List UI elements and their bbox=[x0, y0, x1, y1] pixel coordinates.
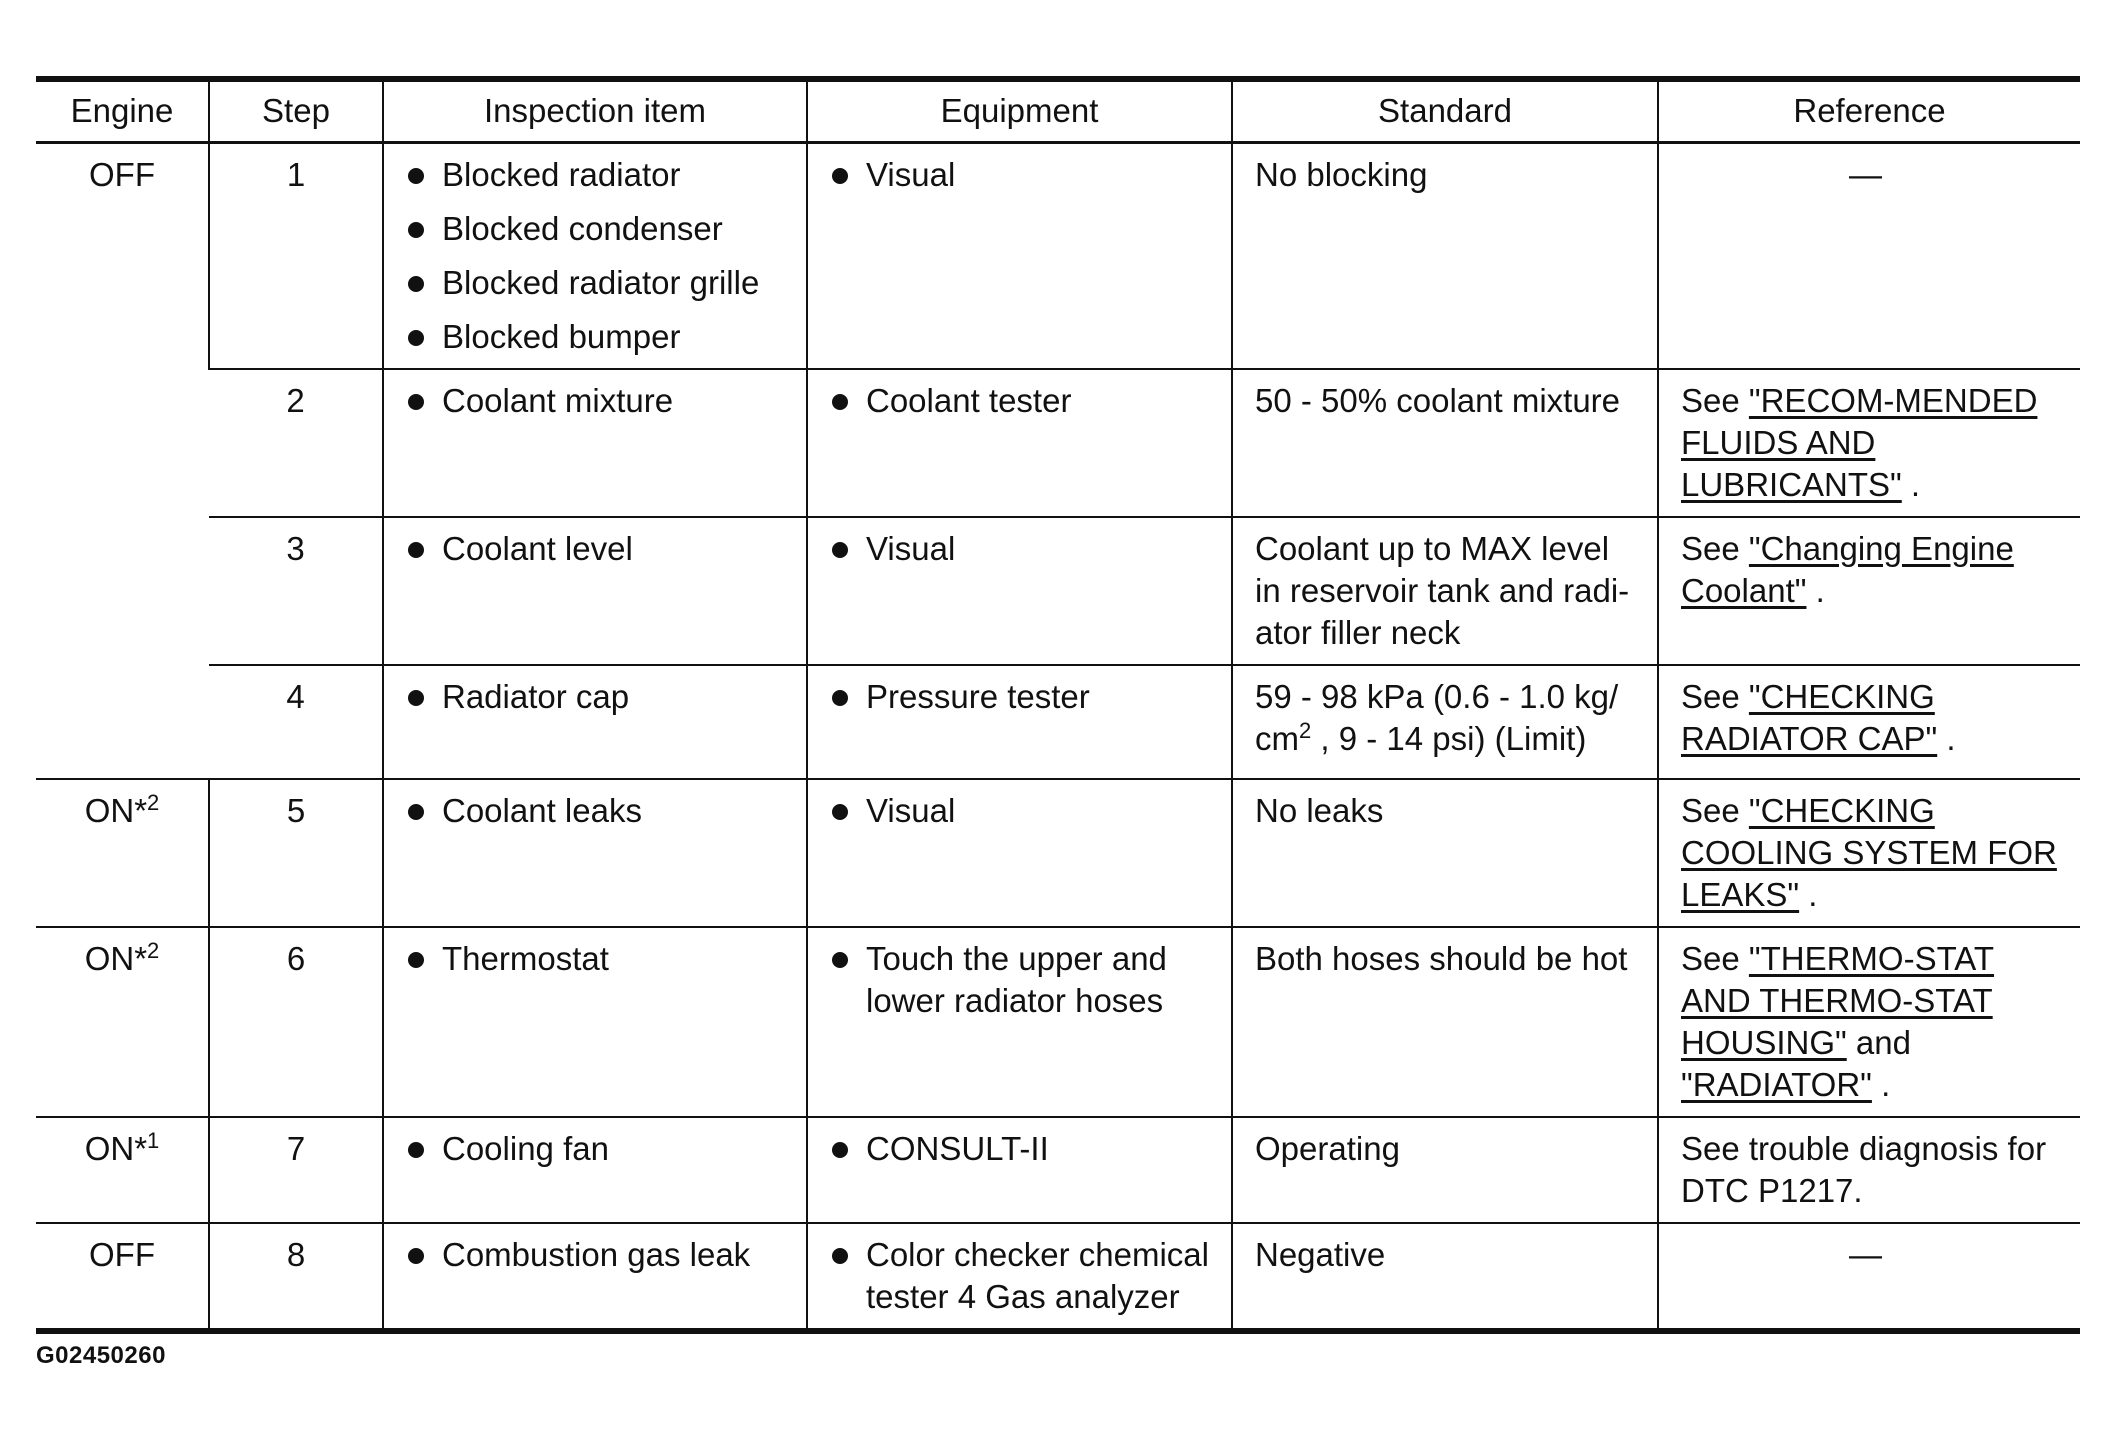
reference-prefix: See bbox=[1681, 677, 1749, 715]
bullet-icon bbox=[832, 168, 848, 184]
inspection-item-cell bbox=[383, 665, 807, 779]
step-number: 4 bbox=[286, 677, 305, 715]
engine-cell bbox=[36, 779, 209, 927]
header-standard: Standard bbox=[1232, 79, 1658, 142]
inspection-item-cell bbox=[383, 927, 807, 1117]
list-item: Touch the upper and lower radiator hoses bbox=[830, 938, 1217, 1022]
standard-text-start: 59 - 98 kPa (0.6 - 1.0 kg/ cm bbox=[1255, 677, 1619, 757]
step-number: 3 bbox=[286, 529, 305, 567]
inspection-item-cell bbox=[383, 1117, 807, 1223]
step-number: 5 bbox=[286, 791, 306, 829]
bullet-icon bbox=[832, 1248, 848, 1264]
list-item: Blocked radiator grille bbox=[406, 262, 792, 304]
standard-cell: Negative bbox=[1232, 1223, 1658, 1331]
bullet-icon bbox=[408, 330, 424, 346]
reference-link-recommended-fluids[interactable]: "RECOM-MENDED FLUIDS AND LUBRICANTS" bbox=[1681, 381, 2038, 503]
list-item: Radiator cap bbox=[406, 676, 792, 718]
engine-footnote: 2 bbox=[147, 789, 160, 815]
reference-suffix: . bbox=[1871, 1065, 1891, 1103]
engine-cell bbox=[36, 927, 209, 1117]
reference-cell bbox=[1658, 927, 2080, 1117]
reference-link-thermostat-housing[interactable]: "THERMO-STAT AND THERMO-STAT HOUSING" bbox=[1681, 939, 1995, 1061]
reference-middle: and bbox=[1846, 1023, 1911, 1061]
header-inspection-item: Inspection item bbox=[383, 79, 807, 142]
list-item: Coolant mixture bbox=[406, 380, 792, 422]
inspection-item-cell bbox=[383, 369, 807, 517]
reference-cell bbox=[1658, 517, 2080, 665]
reference-cell bbox=[1658, 369, 2080, 517]
equipment-list bbox=[830, 528, 1217, 570]
reference-link-checking-radiator-cap[interactable]: "CHECKING RADIATOR CAP" bbox=[1681, 677, 1938, 757]
bullet-icon bbox=[408, 952, 424, 968]
bullet-icon bbox=[408, 804, 424, 820]
reference-cell bbox=[1658, 1223, 2080, 1331]
reference-link-checking-cooling-system[interactable]: "CHECKING COOLING SYSTEM FOR LEAKS" bbox=[1681, 791, 2057, 913]
reference-suffix: . bbox=[1799, 875, 1818, 913]
reference-link-radiator[interactable]: "RADIATOR" bbox=[1681, 1065, 1872, 1103]
step-number: 8 bbox=[286, 1235, 306, 1273]
standard-cell: Coolant up to MAX level in reservoir tank and radi-ator filler neck bbox=[1232, 517, 1658, 665]
list-item: Blocked condenser bbox=[406, 208, 792, 250]
engine-footnote: 1 bbox=[147, 1127, 160, 1153]
list-item: CONSULT-II bbox=[830, 1128, 1217, 1170]
standard-cell: No blocking bbox=[1232, 142, 1658, 369]
list-item: Thermostat bbox=[406, 938, 792, 980]
bullet-icon bbox=[408, 276, 424, 292]
bullet-icon bbox=[408, 222, 424, 238]
header-reference: Reference bbox=[1658, 79, 2080, 142]
table-row bbox=[36, 779, 2080, 927]
engine-state: OFF bbox=[89, 155, 155, 193]
inspection-item-list bbox=[406, 676, 792, 718]
table-row bbox=[36, 927, 2080, 1117]
bullet-icon bbox=[408, 394, 424, 410]
step-cell bbox=[209, 517, 383, 665]
inspection-item-list bbox=[406, 380, 792, 422]
inspection-item-list bbox=[406, 938, 792, 980]
figure-code: G02450260 bbox=[36, 1342, 166, 1369]
reference-dash: — bbox=[1849, 155, 1882, 193]
list-item: Blocked radiator bbox=[406, 154, 792, 196]
step-number: 7 bbox=[286, 1129, 306, 1167]
inspection-item-cell bbox=[383, 1223, 807, 1331]
equipment-cell bbox=[807, 1117, 1232, 1223]
bullet-icon bbox=[408, 168, 424, 184]
reference-prefix: See bbox=[1681, 381, 1749, 419]
equipment-list bbox=[830, 938, 1217, 1022]
bullet-icon bbox=[408, 1142, 424, 1158]
list-item: Coolant tester bbox=[830, 380, 1217, 422]
step-cell bbox=[209, 1117, 383, 1223]
step-cell bbox=[209, 369, 383, 517]
list-item: Color checker chemical tester 4 Gas analyzer bbox=[830, 1234, 1217, 1318]
table-header-row bbox=[36, 79, 2080, 142]
inspection-item-cell bbox=[383, 142, 807, 369]
bullet-icon bbox=[832, 804, 848, 820]
inspection-table bbox=[36, 76, 2080, 1334]
reference-prefix: See bbox=[1681, 791, 1749, 829]
step-cell bbox=[209, 1223, 383, 1331]
step-cell bbox=[209, 779, 383, 927]
list-item: Visual bbox=[830, 154, 1217, 196]
table-row bbox=[36, 517, 2080, 665]
inspection-item-list bbox=[406, 1234, 792, 1276]
equipment-list bbox=[830, 154, 1217, 196]
engine-cell bbox=[36, 1117, 209, 1223]
engine-cell bbox=[36, 1223, 209, 1331]
standard-text-end: , 9 - 14 psi) (Limit) bbox=[1311, 719, 1587, 757]
header-equipment: Equipment bbox=[807, 79, 1232, 142]
equipment-list bbox=[830, 1128, 1217, 1170]
standard-cell bbox=[1232, 665, 1658, 779]
step-number: 6 bbox=[286, 939, 306, 977]
equipment-cell bbox=[807, 779, 1232, 927]
table-row bbox=[36, 369, 2080, 517]
equipment-cell bbox=[807, 369, 1232, 517]
step-cell bbox=[209, 927, 383, 1117]
table-row bbox=[36, 665, 2080, 779]
engine-cell bbox=[36, 142, 209, 779]
list-item: Cooling fan bbox=[406, 1128, 792, 1170]
equipment-cell bbox=[807, 142, 1232, 369]
header-step: Step bbox=[209, 79, 383, 142]
reference-cell bbox=[1658, 779, 2080, 927]
bullet-icon bbox=[832, 394, 848, 410]
reference-suffix: . bbox=[1901, 465, 1921, 503]
inspection-item-cell bbox=[383, 517, 807, 665]
bullet-icon bbox=[832, 1142, 848, 1158]
list-item: Visual bbox=[830, 528, 1217, 570]
step-cell bbox=[209, 665, 383, 779]
step-number: 1 bbox=[286, 155, 306, 193]
reference-link-changing-engine-coolant[interactable]: "Changing Engine Coolant" bbox=[1681, 529, 2014, 609]
reference-cell bbox=[1658, 142, 2080, 369]
list-item: Visual bbox=[830, 790, 1217, 832]
equipment-list bbox=[830, 1234, 1217, 1318]
engine-state: ON* bbox=[84, 1129, 148, 1167]
table-row bbox=[36, 142, 2080, 369]
equipment-list bbox=[830, 790, 1217, 832]
bullet-icon bbox=[408, 690, 424, 706]
header-engine: Engine bbox=[36, 79, 209, 142]
bullet-icon bbox=[832, 952, 848, 968]
equipment-cell bbox=[807, 1223, 1232, 1331]
step-cell bbox=[209, 142, 383, 369]
inspection-item-list bbox=[406, 1128, 792, 1170]
bullet-icon bbox=[408, 542, 424, 558]
engine-state: ON* bbox=[84, 791, 148, 829]
reference-suffix: . bbox=[1806, 571, 1825, 609]
bullet-icon bbox=[832, 542, 848, 558]
engine-footnote: 2 bbox=[147, 937, 160, 963]
inspection-item-list bbox=[406, 528, 792, 570]
step-number: 2 bbox=[286, 381, 305, 419]
bullet-icon bbox=[408, 1248, 424, 1264]
table-row bbox=[36, 1117, 2080, 1223]
reference-dash: — bbox=[1849, 1235, 1882, 1273]
equipment-cell bbox=[807, 927, 1232, 1117]
list-item: Coolant level bbox=[406, 528, 792, 570]
standard-cell: Operating bbox=[1232, 1117, 1658, 1223]
reference-prefix: See bbox=[1681, 939, 1749, 977]
standard-cell: No leaks bbox=[1232, 779, 1658, 927]
reference-prefix: See bbox=[1681, 529, 1749, 567]
engine-state: ON* bbox=[84, 939, 148, 977]
reference-cell: See trouble diagnosis for DTC P1217. bbox=[1658, 1117, 2080, 1223]
list-item: Blocked bumper bbox=[406, 316, 792, 358]
table-row bbox=[36, 1223, 2080, 1331]
list-item: Pressure tester bbox=[830, 676, 1217, 718]
list-item: Combustion gas leak bbox=[406, 1234, 792, 1276]
equipment-cell bbox=[807, 517, 1232, 665]
standard-cell: 50 - 50% coolant mixture bbox=[1232, 369, 1658, 517]
inspection-item-list bbox=[406, 790, 792, 832]
reference-cell bbox=[1658, 665, 2080, 779]
equipment-list bbox=[830, 676, 1217, 718]
inspection-item-list bbox=[406, 154, 792, 358]
engine-state: OFF bbox=[89, 1235, 155, 1273]
standard-cell: Both hoses should be hot bbox=[1232, 927, 1658, 1117]
list-item: Coolant leaks bbox=[406, 790, 792, 832]
reference-suffix: . bbox=[1937, 719, 1956, 757]
standard-superscript: 2 bbox=[1299, 717, 1312, 743]
equipment-list bbox=[830, 380, 1217, 422]
inspection-item-cell bbox=[383, 779, 807, 927]
equipment-cell bbox=[807, 665, 1232, 779]
bullet-icon bbox=[832, 690, 848, 706]
